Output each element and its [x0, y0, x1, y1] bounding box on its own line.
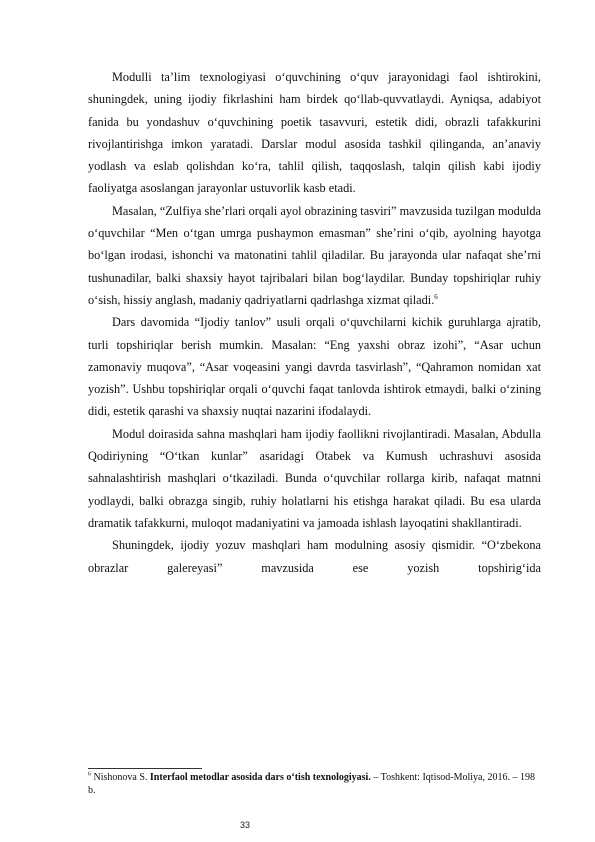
footnote-reference[interactable]: 6 — [434, 292, 438, 301]
paragraph-3: Dars davomida “Ijodiy tanlov” usuli orqali o‘quvchilarni kichik guruhlarga ajratib, turli topshiriqlar berish mumkin. Masalan: “Eng yaxshi obraz izohi”, “Asar uchun zamonaviy muqova”, “Asar voqeasini yangi davrda tasvirlash”, “Qahramon nomidan xat yozish”. Ushbu topshiriqlar orqali o‘quvchi faqat tanlovda ishtirok etmaydi, balki o‘zining didi, estetik qarashi va shaxsiy nuqtai nazarini ifodalaydi. — [88, 315, 541, 419]
footnote-author: Nishonova S. — [93, 772, 148, 783]
page-body — [88, 66, 541, 579]
footnote — [88, 771, 541, 797]
footnote-publication: – Toshkent: Iqtisod-Moliya, 2016. – 198 b. — [88, 772, 535, 796]
paragraph-5: Shuningdek, ijodiy yozuv mashqlari ham modulning asosiy qismidir. “O‘zbekona obrazlar galereyasi” mavzusida ese yozish topshirig‘ida — [88, 538, 541, 575]
footnote-number: 6 — [88, 771, 91, 778]
page-number: 33 — [239, 820, 250, 830]
paragraph-4: Modul doirasida sahna mashqlari ham ijodiy faollikni rivojlantiradi. Masalan, Abdulla Qodiriyning “O‘tkan kunlar” asaridagi Otabek va Kumush uchrashuvi asosida sahnalashtirish mashqlari o‘tkaziladi. Bunda o‘quvchilar rollarga kirib, nafaqat matnni yodlaydi, balki obrazga singib, ruhiy holatlarni his etishga harakat qiladi. Bu esa ularda dramatik tafakkurni, muloqot madaniyatini va jamoada ishlash layoqatini shakllantiradi. — [88, 426, 541, 530]
paragraph-2-text: Masalan, “Zulfiya she’rlari orqali ayol obrazining tasviri” mavzusida tuzilgan modulda o‘quvchilar “Men o‘tgan umrga pushaymon emasman” she’rini o‘qib, ayolning hayotga bo‘lgan irodasi, ishonchi va matonatini tahlil qiladilar. Bu jarayonda ular nafaqat she’rni tushunadilar, balki shaxsiy hayot tajribalari bilan bog‘laydilar. Bunday topshiriqlar ruhiy o‘sish, hissiy anglash, madaniy qadriyatlarni qadrlashga xizmat qiladi. — [88, 203, 541, 307]
footnote-divider — [88, 768, 202, 769]
paragraph-1: Modulli ta’lim texnologiyasi o‘quvchining o‘quv jarayonidagi faol ishtirokini, shuningdek, uning ijodiy fikrlashini ham birdek qo‘llab-quvvatlaydi. Ayniqsa, adabiyot fanida bu yondashuv o‘quvchining poetik tasavvuri, estetik didi, obrazli tafakkurini rivojlantirishga imkon yaratadi. Darslar modul asosida tashkil qilinganda, an’anaviy yodlash va eslab qolishdan ko‘ra, tahlil qilish, taqqoslash, talqin qilish kabi ijodiy faoliyatga asoslangan jarayonlar ustuvorlik kasb etadi. — [88, 70, 541, 196]
paragraph-2 — [88, 200, 541, 311]
footnote-title: Interfaol metodlar asosida dars o‘tish texnologiyasi. — [149, 772, 371, 783]
